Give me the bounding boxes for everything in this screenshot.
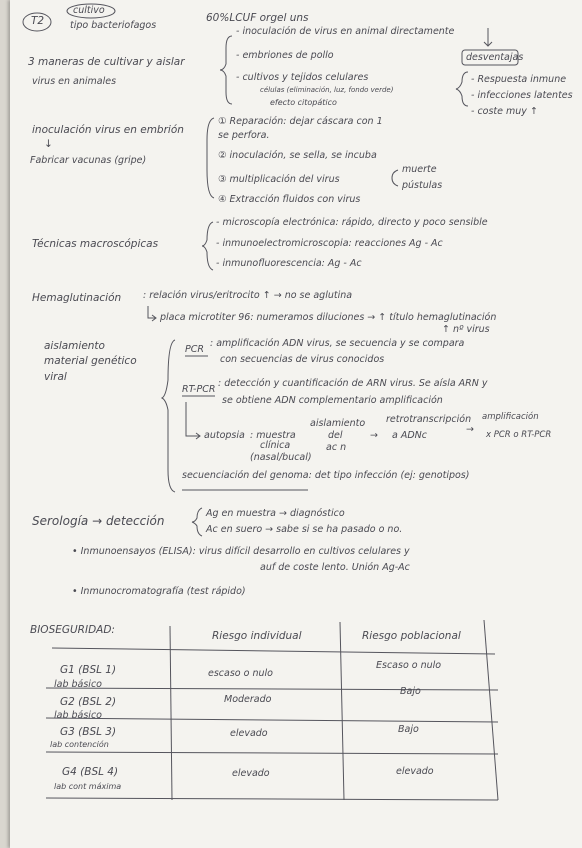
s2-step3-right-2: pústulas — [402, 180, 443, 191]
s6-line-2: Ac en suero → sabe si se ha pasado o no. — [206, 524, 403, 535]
s1-item-2: - embriones de pollo — [236, 50, 334, 61]
s5-retro-1: retrotranscripción — [386, 414, 472, 425]
s1-disadv-1: - Respuesta inmune — [471, 74, 567, 85]
s6-left: Serología → detección — [32, 514, 165, 528]
s2-step3-right-1: muerte — [402, 164, 437, 175]
s1-item-1: - inoculación de virus en animal directamente — [236, 26, 455, 37]
row3-individual: elevado — [230, 728, 268, 739]
row1-group: G1 (BSL 1) — [60, 664, 117, 676]
s4-left: Hemaglutinación — [32, 292, 122, 304]
s1-note-1: células (eliminación, luz, fondo verde) — [260, 86, 394, 94]
s2-step-3: ③ multiplicación del virus — [218, 174, 340, 185]
s5-aisl-1: aislamiento — [310, 418, 366, 429]
s5-aisl-2: del — [328, 430, 343, 441]
s5-arrow-2: → — [466, 424, 474, 435]
s5-retro-2: a ADNc — [392, 430, 427, 441]
row4-poblacional: elevado — [396, 766, 434, 777]
row2-lab: lab básico — [54, 710, 102, 721]
row1-lab: lab básico — [54, 679, 102, 690]
s2-step-1: ① Reparación: dejar cáscara con 1 — [218, 116, 383, 127]
section3-brace — [202, 222, 213, 270]
pcr-line-2: con secuencias de virus conocidos — [220, 354, 385, 365]
s6-bullet1-2: auf de coste lento. Unión Ag-Ac — [260, 562, 410, 573]
s5-amp-1: amplificación — [482, 412, 539, 422]
row4-individual: elevado — [232, 768, 270, 779]
row2-individual: Moderado — [224, 694, 272, 705]
s1-note-2: efecto citopático — [270, 98, 337, 107]
col-header-individual: Riesgo individual — [212, 630, 302, 642]
row3-lab: lab contención — [50, 740, 109, 749]
row4-lab: lab cont máxima — [54, 782, 122, 791]
serology-brace — [192, 508, 202, 536]
row1-individual: escaso o nulo — [208, 668, 273, 679]
autopsy-hook — [186, 402, 200, 439]
s5-amp-2: x PCR o RT-PCR — [486, 430, 552, 440]
s3-left: Técnicas macroscópicas — [32, 238, 159, 250]
s6-bullet1-1: • Inmunoensayos (ELISA): virus difícil desarrollo en cultivos celulares y — [72, 546, 410, 557]
s1-disadv-3: - coste muy ↑ — [471, 106, 538, 117]
row2-group: G2 (BSL 2) — [60, 696, 117, 708]
row3-group: G3 (BSL 3) — [60, 726, 117, 738]
biosafety-table — [40, 618, 500, 803]
header-cultivo: cultivo — [73, 5, 105, 16]
section1-brace — [220, 36, 232, 104]
section2-brace — [207, 118, 214, 198]
s2-step-2: ② inoculación, se sella, se incuba — [218, 150, 377, 161]
s4-line-1: : relación virus/eritrocito ↑ → no se aglutina — [143, 290, 353, 301]
rtpcr-label: RT-PCR — [182, 384, 216, 395]
s2-left-2: Fabricar vacunas (gripe) — [30, 155, 147, 166]
desventajas-arrow — [484, 28, 492, 46]
bioseguridad-title: BIOSEGURIDAD: — [30, 624, 115, 636]
autopsy-line-3: (nasal/bucal) — [250, 452, 312, 463]
rtpcr-line-2: se obtiene ADN complementario amplificación — [222, 395, 443, 406]
header-subtitle: tipo bacteriofagos — [70, 20, 157, 31]
autopsy-muestra: : muestra — [250, 430, 296, 441]
s5-left-2: material genético — [44, 355, 137, 367]
header-number: T2 — [31, 15, 45, 27]
s5-left-1: aislamiento — [44, 340, 105, 352]
pcr-line-1: : amplificación ADN virus, se secuencia y se compara — [210, 338, 465, 349]
s2-step-1b: se perfora. — [218, 130, 270, 141]
s6-line-1: Ag en muestra → diagnóstico — [206, 508, 345, 519]
section5-brace — [162, 340, 175, 492]
s1-left-2: virus en animales — [32, 76, 117, 87]
row2-poblacional: Bajo — [400, 686, 421, 697]
header-right: 60%LCUF orgel uns — [206, 12, 309, 24]
s4-line-3: ↑ nº virus — [442, 324, 490, 335]
s3-item-2: - inmunoelectromicroscopia: reacciones Ag - Ac — [216, 238, 443, 249]
s5-secuenciacion: secuenciación del genoma: det tipo infección (ej: genotipos) — [182, 470, 470, 481]
s1-left-1: 3 maneras de cultivar y aislar — [28, 56, 185, 68]
s1-item-3: - cultivos y tejidos celulares — [236, 72, 369, 83]
notebook-page — [10, 0, 582, 848]
s5-arrow-1: → — [370, 430, 378, 441]
rtpcr-line-1: : detección y cuantificación de ARN virus. Se aísla ARN y — [218, 378, 488, 389]
s2-left-1: inoculación virus en embrión — [32, 124, 184, 136]
row3-poblacional: Bajo — [398, 724, 419, 735]
hemag-arrow — [148, 306, 156, 321]
pcr-label: PCR — [185, 344, 204, 355]
s2-arrow: ↓ — [44, 138, 53, 150]
s2-step-4: ④ Extracción fluidos con virus — [218, 194, 361, 205]
row1-poblacional: Escaso o nulo — [376, 660, 442, 671]
row4-group: G4 (BSL 4) — [62, 766, 119, 778]
desventajas-brace — [456, 72, 468, 106]
step3-brace — [392, 170, 398, 186]
s1-disadv-2: - infecciones latentes — [471, 90, 573, 101]
s4-line-2: placa microtiter 96: numeramos diluciones → ↑ título hemaglutinación — [160, 312, 497, 323]
s5-left-3: viral — [44, 371, 67, 383]
s3-item-3: - inmunofluorescencia: Ag - Ac — [216, 258, 362, 269]
col-header-poblacional: Riesgo poblacional — [362, 630, 461, 642]
desventajas-label: desventajas — [466, 52, 524, 63]
autopsy-label: autopsia — [204, 430, 245, 441]
s3-item-1: - microscopía electrónica: rápido, directo y poco sensible — [216, 217, 488, 228]
s5-aisl-3: ac n — [326, 442, 347, 453]
s6-bullet2: • Inmunocromatografía (test rápido) — [72, 586, 246, 597]
autopsy-line-2: clínica — [260, 440, 291, 451]
